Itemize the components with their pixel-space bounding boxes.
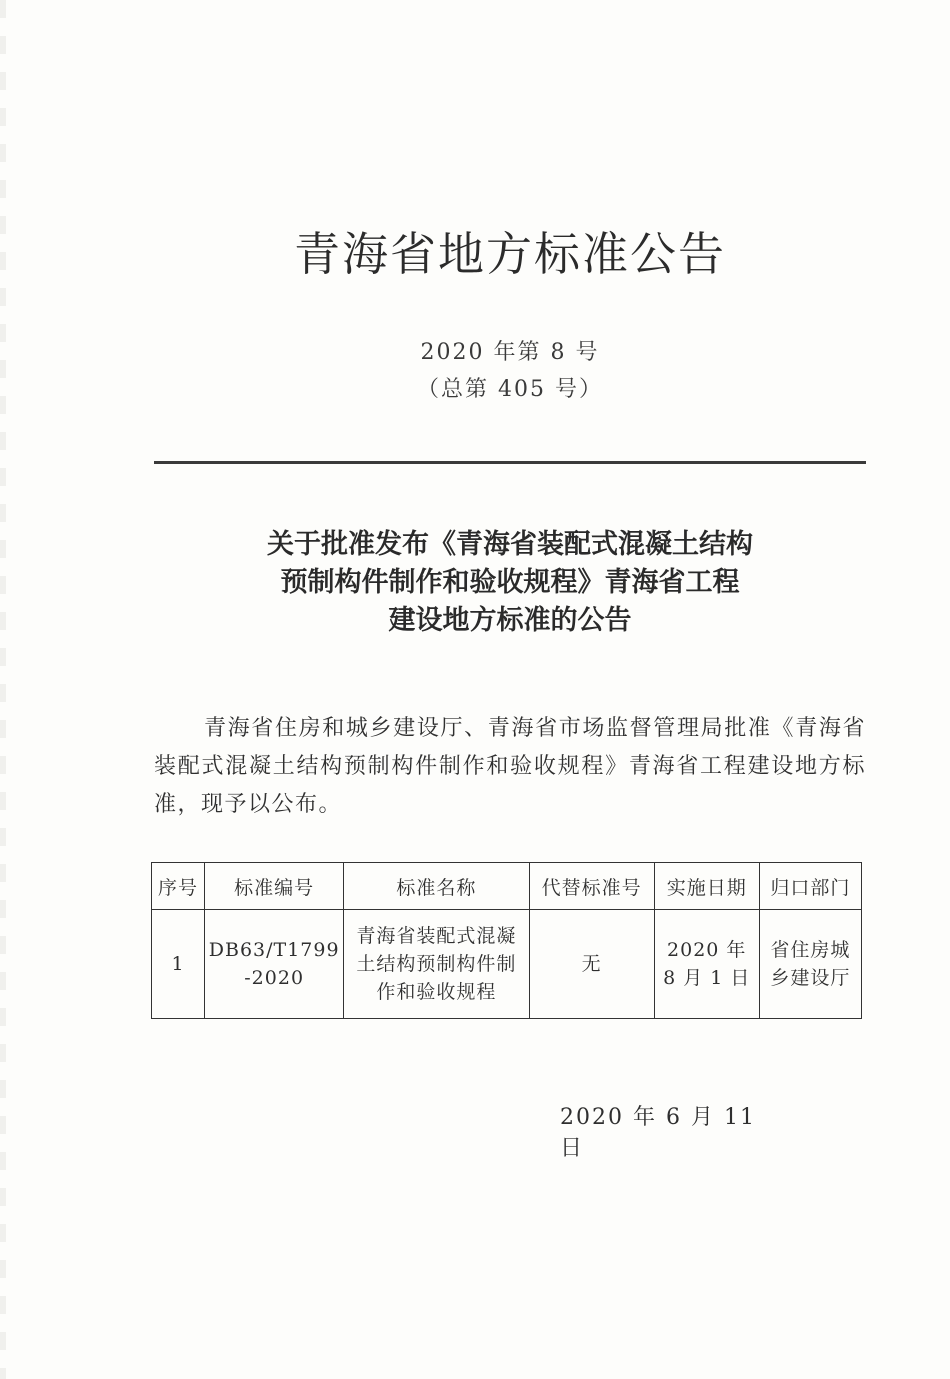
issue-number: 2020 年第 8 号: [420, 340, 600, 365]
header-effective-date: 实施日期: [654, 863, 759, 910]
page-edge-scan-marks: [0, 0, 6, 1379]
issue-date: 2020 年 6 月 11 日: [560, 1105, 756, 1161]
header-replaced-standard: 代替标准号: [529, 863, 654, 910]
page-title: 青海省地方标准公告: [294, 227, 726, 281]
header-standard-name: 标准名称: [344, 863, 529, 910]
department-line-2: 乡建设厅: [770, 967, 851, 989]
cell-standard-code: [205, 910, 344, 1019]
cell-index: 1: [152, 910, 205, 1019]
effective-date-line-1: 2020 年: [667, 939, 747, 961]
standard-code-line-2: -2020: [244, 967, 305, 989]
notice-title-line-3: 建设地方标准的公告: [388, 605, 632, 636]
cell-standard-name: [344, 910, 529, 1019]
notice-title-line-2: 预制构件制作和验收规程》青海省工程: [280, 567, 740, 598]
table-header-row: [152, 863, 862, 910]
header-index: 序号: [152, 863, 205, 910]
standard-code-line-1: DB63/T1799: [208, 939, 340, 961]
standards-table: [151, 862, 862, 1019]
cell-effective-date: [654, 910, 759, 1019]
cell-department: [759, 910, 861, 1019]
header-department: 归口部门: [759, 863, 861, 910]
notice-body: 青海省住房和城乡建设厅、青海省市场监督管理局批准《青海省装配式混凝土结构预制构件制作和验收规程》青海省工程建设地方标准，现予以公布。: [154, 716, 866, 817]
header-standard-code: 标准编号: [205, 863, 344, 910]
table-row: [152, 910, 862, 1019]
effective-date-line-2: 8 月 1 日: [663, 967, 751, 989]
standard-name-line-3: 作和验收规程: [376, 981, 497, 1003]
header-divider: [154, 461, 866, 464]
standard-name-line-2: 土结构预制构件制: [356, 953, 517, 975]
standard-name-line-1: 青海省装配式混凝: [356, 925, 517, 947]
department-line-1: 省住房城: [770, 939, 851, 961]
total-issue-number: （总第 405 号）: [417, 377, 603, 402]
notice-title-line-1: 关于批准发布《青海省装配式混凝土结构: [267, 529, 753, 560]
cell-replaced-standard: 无: [529, 910, 654, 1019]
